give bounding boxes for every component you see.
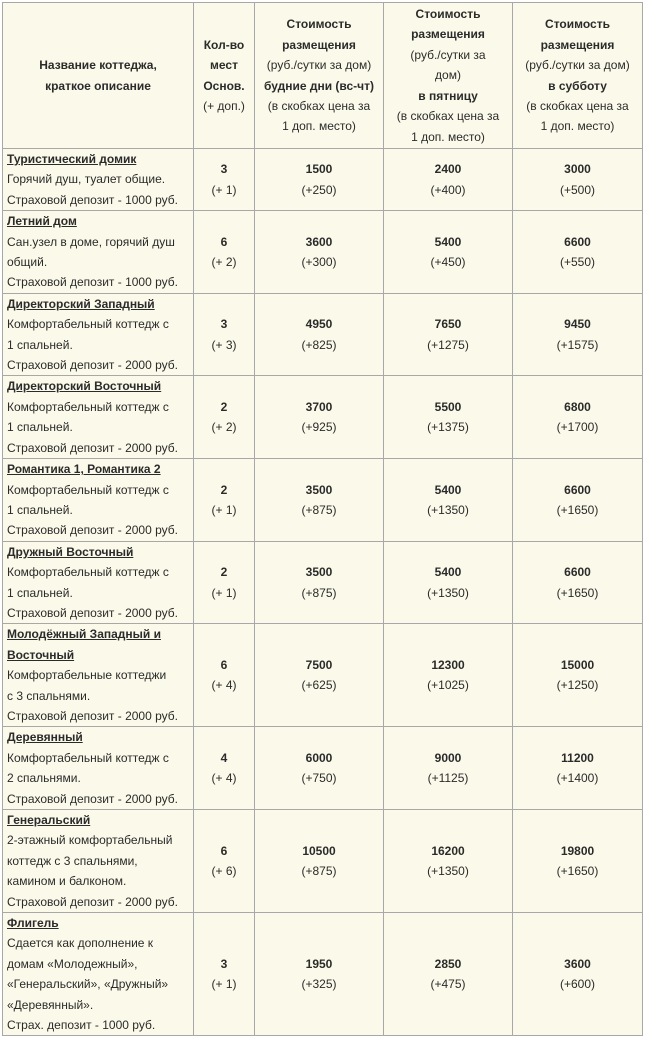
weekday-extra-price: (+300) bbox=[301, 255, 337, 270]
places-extra: (+ 3) bbox=[211, 337, 237, 352]
cottage-description-cell bbox=[3, 211, 194, 294]
places-count: 2 bbox=[220, 399, 228, 414]
friday-price: 16200 bbox=[431, 843, 465, 858]
saturday-extra-price: (+1650) bbox=[556, 502, 599, 517]
header-line: (руб./сутки за дом) bbox=[525, 58, 630, 73]
saturday-extra-price: (+600) bbox=[559, 977, 596, 992]
weekday-extra-price: (+925) bbox=[301, 420, 337, 435]
saturday-price: 6600 bbox=[564, 482, 591, 497]
weekday-price-cell bbox=[255, 541, 384, 624]
saturday-price-cell bbox=[513, 727, 643, 810]
cottage-description-line: Страх. депозит - 1000 руб. bbox=[7, 1018, 156, 1033]
cottage-description-line: Комфортабельный коттедж с bbox=[7, 565, 169, 580]
saturday-price-cell bbox=[513, 624, 643, 727]
weekday-extra-price: (+825) bbox=[301, 337, 337, 352]
weekday-price: 3500 bbox=[305, 565, 333, 580]
header-line: размещения bbox=[540, 37, 615, 52]
friday-extra-price: (+1350) bbox=[427, 864, 469, 879]
friday-price-cell bbox=[384, 376, 513, 459]
places-count: 2 bbox=[220, 482, 228, 497]
friday-price-cell bbox=[384, 459, 513, 542]
weekday-extra-price: (+875) bbox=[301, 585, 337, 600]
friday-price: 5400 bbox=[434, 565, 462, 580]
friday-extra-price: (+475) bbox=[430, 977, 466, 992]
places-count: 3 bbox=[220, 956, 228, 971]
places-count: 2 bbox=[220, 565, 228, 580]
cottage-name: Деревянный bbox=[7, 730, 83, 745]
header-saturday-price bbox=[513, 3, 643, 149]
friday-price: 12300 bbox=[431, 657, 465, 672]
header-places bbox=[194, 3, 255, 149]
table-body bbox=[3, 149, 643, 1036]
header-line: будние дни (вс-чт) bbox=[263, 78, 375, 93]
cottage-description-line: 1 спальней. bbox=[7, 502, 73, 517]
cottage-description-line: Страховой депозит - 2000 руб. bbox=[7, 894, 178, 909]
header-line: Стоимость bbox=[545, 17, 610, 32]
cottage-description-line: коттедж с 3 спальнями, bbox=[7, 853, 138, 868]
weekday-price: 1500 bbox=[305, 162, 333, 177]
weekday-extra-price: (+750) bbox=[301, 771, 337, 786]
saturday-extra-price: (+1650) bbox=[556, 585, 599, 600]
header-line: 1 доп. место) bbox=[411, 129, 485, 144]
weekday-price-cell bbox=[255, 211, 384, 294]
friday-price: 7650 bbox=[434, 317, 462, 332]
places-extra: (+ 4) bbox=[211, 678, 237, 693]
header-name-line: Название коттеджа, bbox=[39, 58, 157, 73]
table-row bbox=[3, 149, 643, 211]
table-row bbox=[3, 293, 643, 376]
header-line: в пятницу bbox=[418, 88, 478, 103]
saturday-extra-price: (+1250) bbox=[556, 678, 599, 693]
places-extra: (+ 6) bbox=[211, 864, 237, 879]
cottage-description-line: Комфортабельные коттеджи bbox=[7, 668, 167, 683]
saturday-extra-price: (+550) bbox=[559, 255, 596, 270]
saturday-price: 15000 bbox=[560, 657, 595, 672]
saturday-extra-price: (+500) bbox=[559, 182, 596, 197]
header-line: дом) bbox=[435, 68, 461, 83]
weekday-price-cell bbox=[255, 459, 384, 542]
cottage-description-line: Страховой депозит - 1000 руб. bbox=[7, 275, 178, 290]
header-line: (в скобках цена за bbox=[396, 109, 500, 124]
cottage-name: Молодёжный Западный и Восточный bbox=[7, 627, 161, 662]
saturday-extra-price: (+1650) bbox=[556, 864, 599, 879]
weekday-price: 3500 bbox=[305, 482, 333, 497]
table-row bbox=[3, 624, 643, 727]
table-row bbox=[3, 810, 643, 913]
weekday-extra-price: (+875) bbox=[301, 864, 337, 879]
friday-extra-price: (+1025) bbox=[427, 678, 469, 693]
saturday-price-cell bbox=[513, 913, 643, 1036]
cottage-name: Директорский Западный bbox=[7, 296, 155, 311]
friday-price-cell bbox=[384, 727, 513, 810]
cottage-name: Летний дом bbox=[7, 214, 77, 229]
friday-extra-price: (+400) bbox=[430, 182, 466, 197]
cottage-description-cell bbox=[3, 727, 194, 810]
cottage-description-line: Страховой депозит - 2000 руб. bbox=[7, 358, 178, 373]
places-extra: (+ 1) bbox=[211, 502, 237, 517]
cottage-description-line: 1 спальней. bbox=[7, 585, 73, 600]
friday-price: 5500 bbox=[434, 399, 462, 414]
friday-extra-price: (+1350) bbox=[427, 585, 469, 600]
cottage-description-line: Страховой депозит - 2000 руб. bbox=[7, 708, 178, 723]
weekday-price: 4950 bbox=[305, 317, 333, 332]
header-friday-price bbox=[384, 3, 513, 149]
weekday-price-cell bbox=[255, 376, 384, 459]
header-line: (в скобках цена за bbox=[526, 98, 629, 113]
header-line: в субботу bbox=[548, 78, 607, 93]
cottage-description-line: 2-этажный комфортабельный bbox=[7, 833, 173, 848]
cottage-description-line: Комфортабельный коттедж с bbox=[7, 482, 169, 497]
header-places-extra: (+ доп.) bbox=[203, 98, 245, 113]
cottage-description-cell bbox=[3, 810, 194, 913]
cottage-description-cell bbox=[3, 376, 194, 459]
header-name bbox=[3, 3, 194, 149]
cottage-name: Романтика 1, Романтика 2 bbox=[7, 462, 161, 477]
places-cell bbox=[194, 624, 255, 727]
saturday-price-cell bbox=[513, 293, 643, 376]
cottage-name: Флигель bbox=[7, 916, 59, 931]
weekday-price: 3700 bbox=[305, 399, 333, 414]
places-cell bbox=[194, 459, 255, 542]
saturday-price: 6600 bbox=[564, 565, 591, 580]
places-extra: (+ 4) bbox=[211, 771, 237, 786]
places-cell bbox=[194, 376, 255, 459]
friday-extra-price: (+1125) bbox=[427, 771, 469, 786]
places-cell bbox=[194, 149, 255, 211]
places-count: 3 bbox=[220, 162, 228, 177]
places-extra: (+ 2) bbox=[211, 255, 237, 270]
header-line: 1 доп. место) bbox=[540, 119, 615, 134]
header-places-line: мест bbox=[210, 58, 238, 73]
saturday-price-cell bbox=[513, 459, 643, 542]
friday-extra-price: (+450) bbox=[430, 255, 466, 270]
cottage-name: Туристический домик bbox=[7, 152, 137, 166]
cottage-description-cell bbox=[3, 624, 194, 727]
saturday-extra-price: (+1700) bbox=[556, 420, 599, 435]
places-extra: (+ 1) bbox=[211, 977, 237, 992]
header-line: (руб./сутки за bbox=[410, 47, 486, 62]
cottage-description-line: камином и балконом. bbox=[7, 874, 127, 889]
places-cell bbox=[194, 293, 255, 376]
places-count: 3 bbox=[220, 317, 228, 332]
weekday-price: 7500 bbox=[305, 657, 333, 672]
cottage-description-cell bbox=[3, 913, 194, 1036]
weekday-price-cell bbox=[255, 727, 384, 810]
friday-extra-price: (+1275) bbox=[427, 337, 469, 352]
saturday-price: 6800 bbox=[564, 399, 591, 414]
weekday-price-cell bbox=[255, 624, 384, 727]
cottage-description-line: Страховой депозит - 2000 руб. bbox=[7, 605, 178, 620]
places-count: 4 bbox=[220, 750, 228, 765]
header-line: 1 доп. место) bbox=[282, 119, 356, 134]
saturday-price: 3600 bbox=[564, 956, 591, 971]
places-extra: (+ 1) bbox=[211, 182, 237, 197]
friday-price: 5400 bbox=[434, 234, 462, 249]
saturday-price-cell bbox=[513, 149, 643, 211]
places-count: 6 bbox=[220, 234, 228, 249]
places-cell bbox=[194, 810, 255, 913]
weekday-price: 6000 bbox=[305, 750, 333, 765]
weekday-extra-price: (+625) bbox=[301, 678, 337, 693]
friday-price-cell bbox=[384, 913, 513, 1036]
header-name-line: краткое описание bbox=[45, 78, 151, 93]
saturday-price: 9450 bbox=[564, 317, 591, 332]
friday-price: 5400 bbox=[434, 482, 462, 497]
table-header-row bbox=[3, 3, 643, 149]
header-line: размещения bbox=[411, 27, 485, 42]
friday-extra-price: (+1350) bbox=[427, 502, 469, 517]
cottage-description-line: 2 спальнями. bbox=[7, 771, 81, 786]
saturday-price-cell bbox=[513, 376, 643, 459]
cottage-description-cell bbox=[3, 149, 194, 211]
header-places-line: Кол-во bbox=[203, 37, 245, 52]
saturday-price-cell bbox=[513, 211, 643, 294]
places-count: 6 bbox=[220, 843, 228, 858]
cottage-price-table bbox=[2, 2, 643, 1036]
header-places-line: Основ. bbox=[203, 78, 245, 93]
cottage-description-line: 1 спальней. bbox=[7, 420, 73, 435]
places-extra: (+ 2) bbox=[211, 420, 237, 435]
cottage-name: Директорский Восточный bbox=[7, 379, 162, 394]
saturday-price: 6600 bbox=[564, 234, 591, 249]
header-line: Стоимость bbox=[286, 17, 352, 32]
weekday-price: 3600 bbox=[305, 234, 333, 249]
places-cell bbox=[194, 913, 255, 1036]
cottage-description-line: общий. bbox=[7, 255, 48, 270]
weekday-price: 10500 bbox=[302, 843, 336, 858]
table-row bbox=[3, 459, 643, 542]
saturday-price: 11200 bbox=[561, 750, 594, 765]
cottage-description-line: Сан.узел в доме, горячий душ bbox=[7, 234, 175, 249]
friday-price-cell bbox=[384, 293, 513, 376]
header-line: Стоимость bbox=[415, 7, 481, 22]
table-row bbox=[3, 541, 643, 624]
header-line: (руб./сутки за дом) bbox=[266, 58, 372, 73]
header-line: размещения bbox=[282, 37, 356, 52]
places-cell bbox=[194, 727, 255, 810]
cottage-name: Генеральский bbox=[7, 813, 91, 827]
cottage-description-line: Комфортабельный коттедж с bbox=[7, 399, 169, 414]
friday-price-cell bbox=[384, 624, 513, 727]
places-extra: (+ 1) bbox=[211, 585, 237, 600]
cottage-description-line: Сдается как дополнение к bbox=[7, 936, 154, 951]
friday-price: 9000 bbox=[434, 750, 462, 765]
table-row bbox=[3, 913, 643, 1036]
cottage-description-line: Страховой депозит - 1000 руб. bbox=[7, 192, 178, 207]
saturday-price: 3000 bbox=[564, 162, 591, 177]
table-row bbox=[3, 727, 643, 810]
places-cell bbox=[194, 211, 255, 294]
friday-price: 2400 bbox=[434, 162, 462, 177]
weekday-extra-price: (+875) bbox=[301, 502, 337, 517]
table-row bbox=[3, 376, 643, 459]
cottage-description-line: «Генеральский», «Дружный» bbox=[7, 977, 169, 992]
cottage-description-line: Горячий душ, туалет общие. bbox=[7, 172, 166, 187]
cottage-description-line: с 3 спальнями. bbox=[7, 688, 91, 703]
cottage-description-line: Комфортабельный коттедж с bbox=[7, 317, 169, 332]
cottage-description-line: 1 спальней. bbox=[7, 337, 73, 352]
cottage-description-line: Комфортабельный коттедж с bbox=[7, 750, 169, 765]
cottage-description-cell bbox=[3, 293, 194, 376]
friday-price-cell bbox=[384, 149, 513, 211]
cottage-description-cell bbox=[3, 541, 194, 624]
header-weekday-price bbox=[255, 3, 384, 149]
table-row bbox=[3, 211, 643, 294]
weekday-price-cell bbox=[255, 149, 384, 211]
cottage-description-line: «Деревянный». bbox=[7, 997, 94, 1012]
cottage-description-line: Страховой депозит - 2000 руб. bbox=[7, 523, 178, 538]
cottage-description-line: Страховой депозит - 2000 руб. bbox=[7, 440, 178, 455]
weekday-price-cell bbox=[255, 810, 384, 913]
friday-price-cell bbox=[384, 211, 513, 294]
cottage-description-cell bbox=[3, 459, 194, 542]
places-count: 6 bbox=[220, 657, 228, 672]
friday-price: 2850 bbox=[434, 956, 462, 971]
saturday-price-cell bbox=[513, 541, 643, 624]
saturday-extra-price: (+1575) bbox=[556, 337, 599, 352]
header-line: (в скобках цена за bbox=[267, 98, 371, 113]
weekday-extra-price: (+250) bbox=[301, 182, 337, 197]
friday-price-cell bbox=[384, 541, 513, 624]
friday-price-cell bbox=[384, 810, 513, 913]
weekday-extra-price: (+325) bbox=[301, 977, 337, 992]
weekday-price-cell bbox=[255, 293, 384, 376]
cottage-description-line: домам «Молодежный», bbox=[7, 956, 138, 971]
weekday-price-cell bbox=[255, 913, 384, 1036]
places-cell bbox=[194, 541, 255, 624]
cottage-description-line: Страховой депозит - 2000 руб. bbox=[7, 791, 178, 806]
saturday-price: 19800 bbox=[560, 843, 595, 858]
weekday-price: 1950 bbox=[305, 956, 333, 971]
friday-extra-price: (+1375) bbox=[427, 420, 469, 435]
cottage-name: Дружный Восточный bbox=[7, 544, 134, 559]
saturday-price-cell bbox=[513, 810, 643, 913]
saturday-extra-price: (+1400) bbox=[556, 771, 599, 786]
